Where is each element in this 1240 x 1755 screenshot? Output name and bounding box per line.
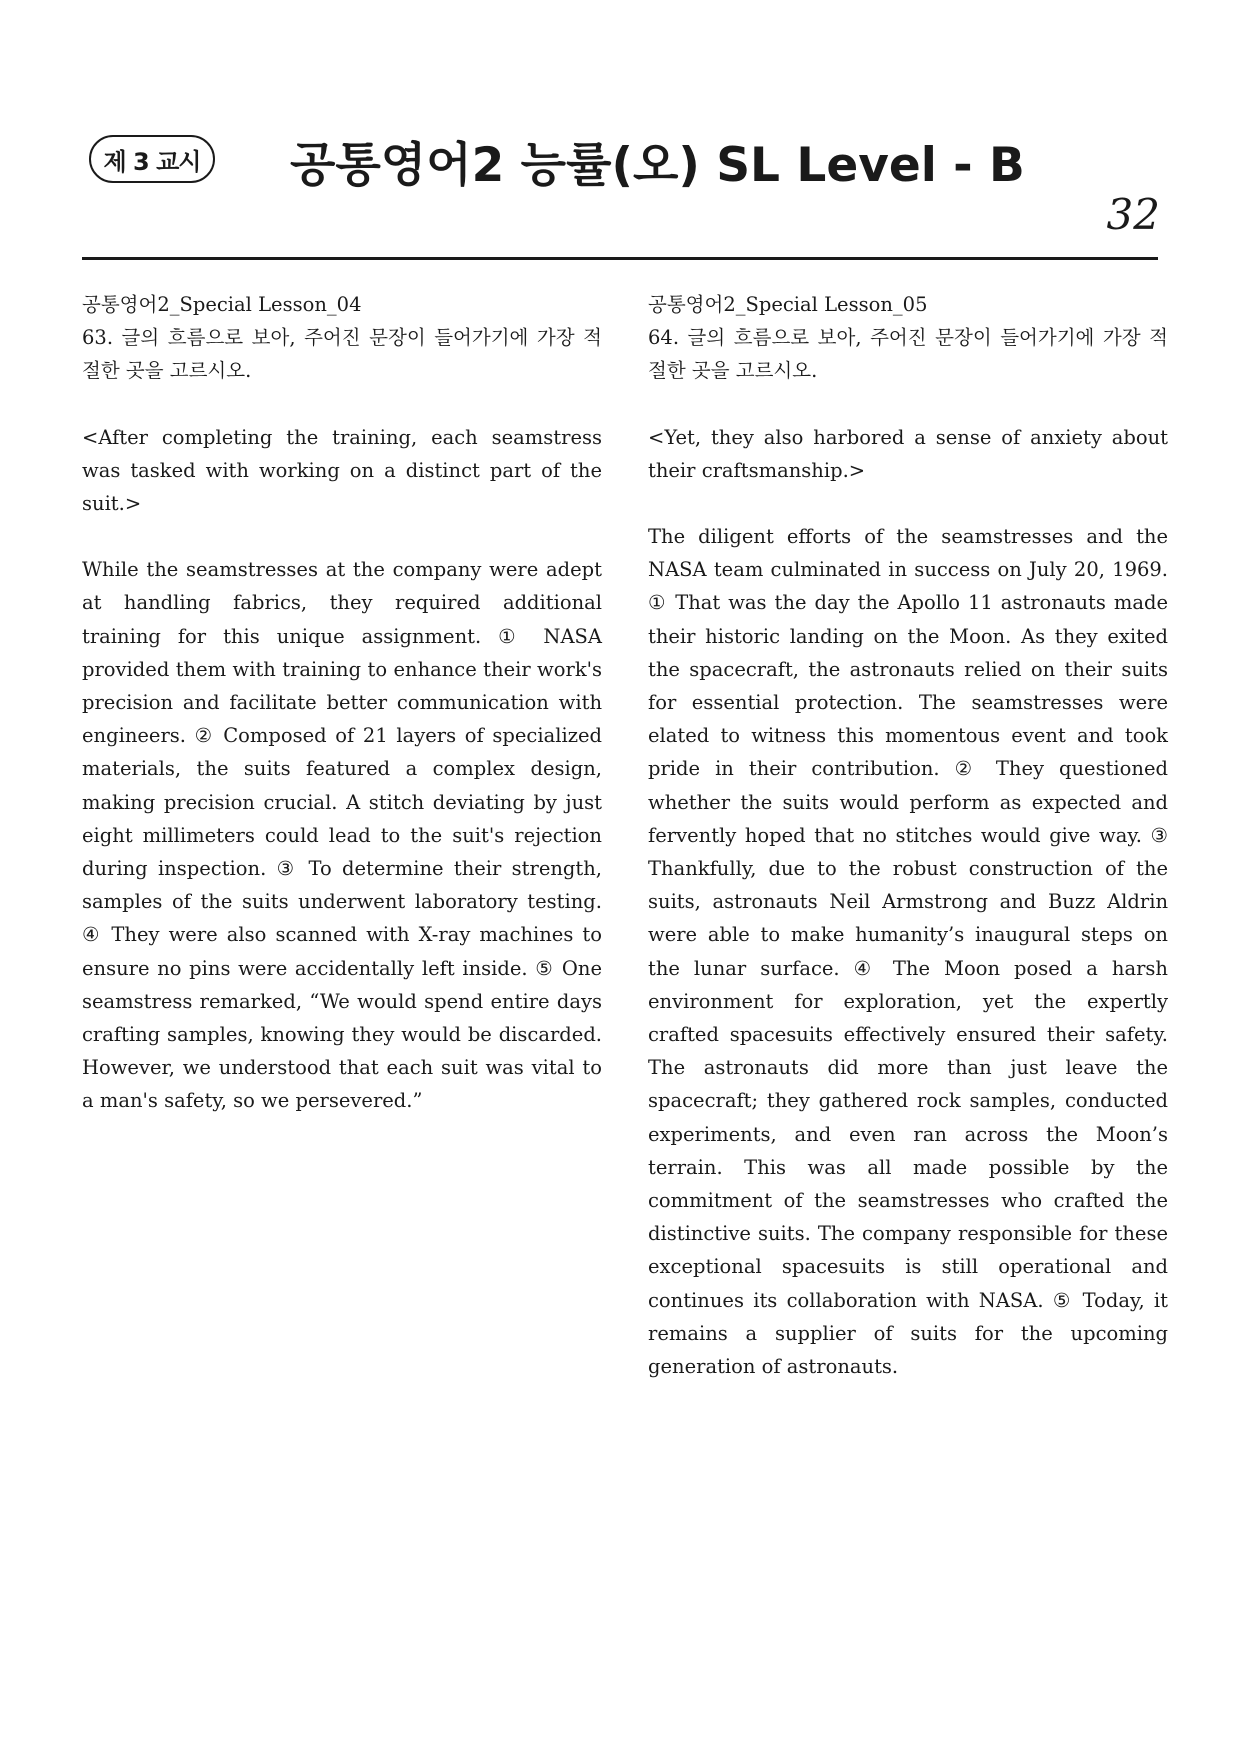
question-prompt: 63. 글의 흐름으로 보아, 주어진 문장이 들어가기에 가장 적절한 곳을 고르시오. <box>82 326 602 383</box>
lesson-label: 공통영어2_Special Lesson_04 <box>82 293 362 316</box>
lesson-label: 공통영어2_Special Lesson_05 <box>648 293 928 316</box>
passage-text: While the seamstresses at the company were adept at handling fabrics, they required additional training for this unique assignment. ① NASA provided them with training to enhance their work's precision and facilitate better communication with engineers. ② Composed of 21 layers of specialized materials, the suits featured a complex design, making precision crucial. A stitch deviating by just eight millimeters could lead to the suit's rejection during inspection. ③ To determine their strength, samples of the suits underwent laboratory testing. ④ They were also scanned with X-ray machines to ensure no pins were accidentally left inside. ⑤ One seamstress remarked, “We would spend entire days crafting samples, knowing they would be discarded. However, we understood that each suit was vital to a man's safety, so we persevered.” <box>82 558 602 1113</box>
given-sentence: <Yet, they also harbored a sense of anxiety about their craftsmanship.> <box>648 425 1168 482</box>
page-number: 32 <box>1106 190 1160 239</box>
header-divider <box>82 257 1158 260</box>
exam-title: 공통영어2 능률(오) SL Level - B <box>290 138 1025 193</box>
question-63-column <box>82 288 602 1118</box>
passage-text: The diligent efforts of the seamstresses and the NASA team culminated in success on July 20, 1969. ① That was the day the Apollo 11 astronauts made their historic landing on the Moon. As they exited the spacecraft, the astronauts relied on their suits for essential protection. The seamstresses were elated to witness this momentous event and took pride in their contribution. ② They questioned whether the suits would perform as expected and fervently hoped that no stitches would give way. ③ Thankfully, due to the robust construction of the suits, astronauts Neil Armstrong and Buzz Aldrin were able to make humanity’s inaugural steps on the lunar surface. ④ The Moon posed a harsh environment for exploration, yet the expertly crafted spacesuits effectively ensured their safety. The astronauts did more than just leave the spacecraft; they gathered rock samples, conducted experiments, and even ran across the Moon’s terrain. This was all made possible by the commitment of the seamstresses who crafted the distinctive suits. The company responsible for these exceptional spacesuits is still operational and continues its collaboration with NASA. ⑤ Today, it remains a supplier of suits for the upcoming generation of astronauts. <box>648 525 1168 1379</box>
question-64-column <box>648 288 1168 1383</box>
question-prompt: 64. 글의 흐름으로 보아, 주어진 문장이 들어가기에 가장 적절한 곳을 고르시오. <box>648 326 1168 383</box>
given-sentence: <After completing the training, each seamstress was tasked with working on a distinct part of the suit.> <box>82 425 602 516</box>
period-badge: 제 3 교시 <box>89 135 215 183</box>
